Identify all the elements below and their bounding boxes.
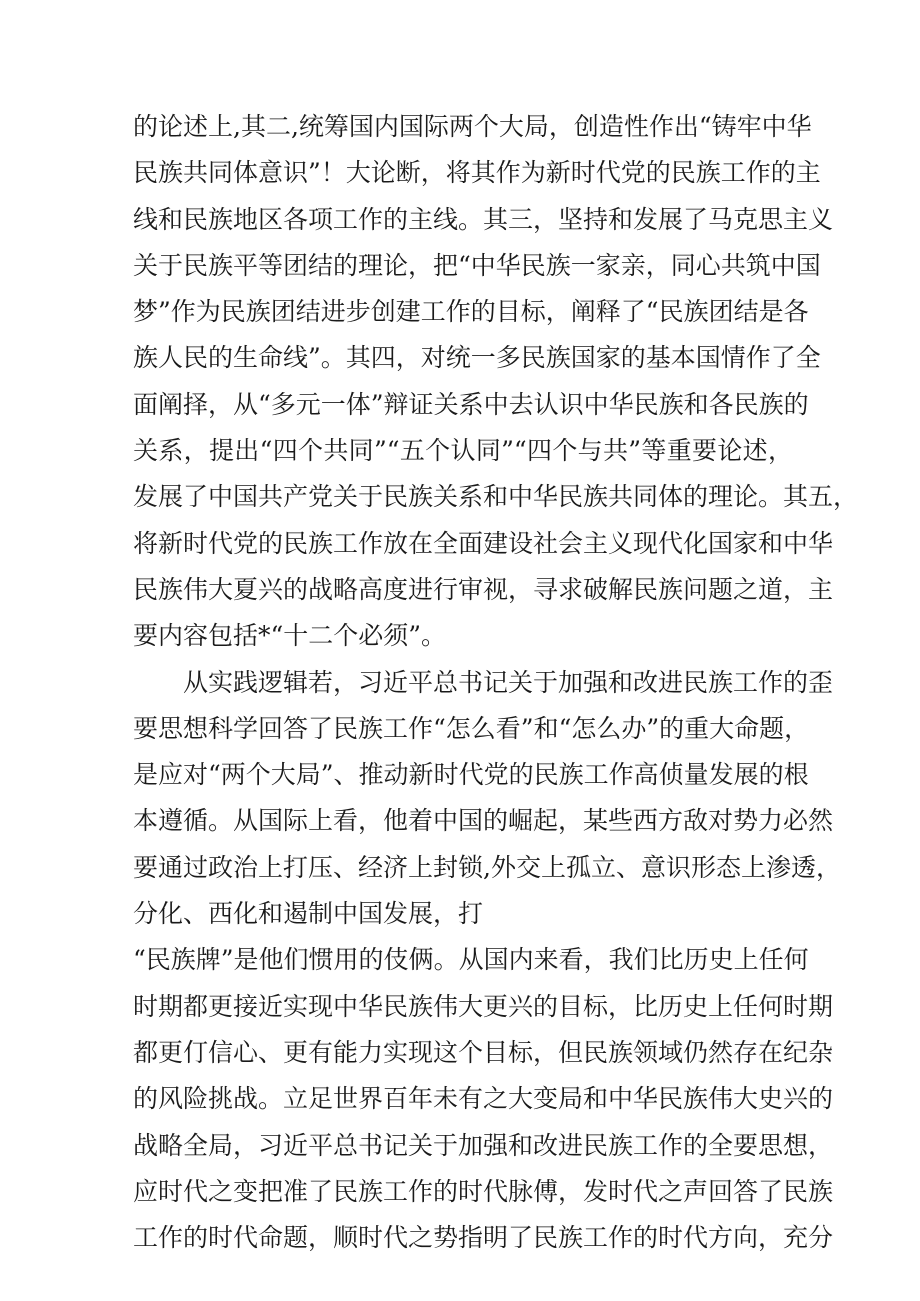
text-line: 线和民族地区各项工作的主线。其三，坚持和发展了马克思主义: [133, 204, 834, 234]
text-line: 将新时代党的民族工作放在全面建设社会主义现代化国家和中华: [133, 528, 834, 558]
text-line: 工作的时代命题，顺时代之势指明了民族工作的时代方向，充分: [133, 1223, 834, 1253]
text-line: 民族共同体意识”！大论断，将其作为新时代党的民族工作的主: [133, 158, 821, 188]
text-line: 要内容包括*“十二个必须”。: [133, 621, 447, 651]
text-line: 是应对“两个大局”、推动新时代党的民族工作高侦量发展的根: [133, 760, 809, 790]
text-line: 分化、西化和遏制中国发展，打: [133, 899, 484, 929]
text-line: 面阐择，从“多元一体”辩证关系中去认识中华民族和各民族的: [133, 389, 809, 419]
text-line: 要思想科学回答了民族工作“怎么看”和“怎么办”的重大命题，: [133, 713, 810, 743]
text-line: 族人民的生命线”。其四，对统一多民族国家的基本国情作了全: [133, 343, 821, 373]
text-line: 要通过政治上打压、经济上封锁,外交上孤立、意识形态上渗透，: [133, 852, 841, 882]
text-line: 发展了中国共产党关于民族关系和中华民族共同体的理论。其五，: [133, 482, 859, 512]
text-line: 战略全局，习近平总书记关于加强和改进民族工作的全要思想，: [133, 1130, 834, 1160]
text-line: 梦”作为民族团结进步创建工作的目标，阐释了“民族团结是各: [133, 297, 809, 327]
text-line: 的风险挑战。立足世界百年未有之大变局和中华民族伟大史兴的: [133, 1084, 834, 1114]
text-line: “民族牌”是他们惯用的伎俩。从国内来看，我们比历史上任何: [133, 945, 809, 975]
body-text: [133, 104, 859, 1261]
text-line: 时期都更接近实现中华民族伟大更兴的目标，比历史上任何时期: [133, 991, 834, 1021]
text-line: 关于民族平等团结的理论，把“中华民族一家亲，同心共筑中国: [133, 250, 821, 280]
text-line: 的论述上,其二,统筹国内国际两个大局，创造性作出“铸牢中华: [133, 112, 812, 141]
text-line: 都更仃信心、更有能力实现这个目标，但民族领域仍然存在纪杂: [133, 1037, 834, 1067]
text-line: 关系，提出“四个共同”“五个认同”“四个与共”等重要论述，: [133, 436, 793, 466]
text-line: 民族伟大夏兴的战略高度进行审视，寻求破解民族问题之道，主: [133, 574, 834, 604]
paragraph-first-line: 从实践逻辑若，习近平总书记关于加强和改进民族工作的歪: [183, 667, 834, 697]
text-line: 应时代之变把准了民族工作的时代脉傅，发时代之声回答了民族: [133, 1176, 834, 1206]
text-line: 本遵循。从国际上看，他着中国的崛起，某些西方敌对势力必然: [133, 806, 834, 836]
